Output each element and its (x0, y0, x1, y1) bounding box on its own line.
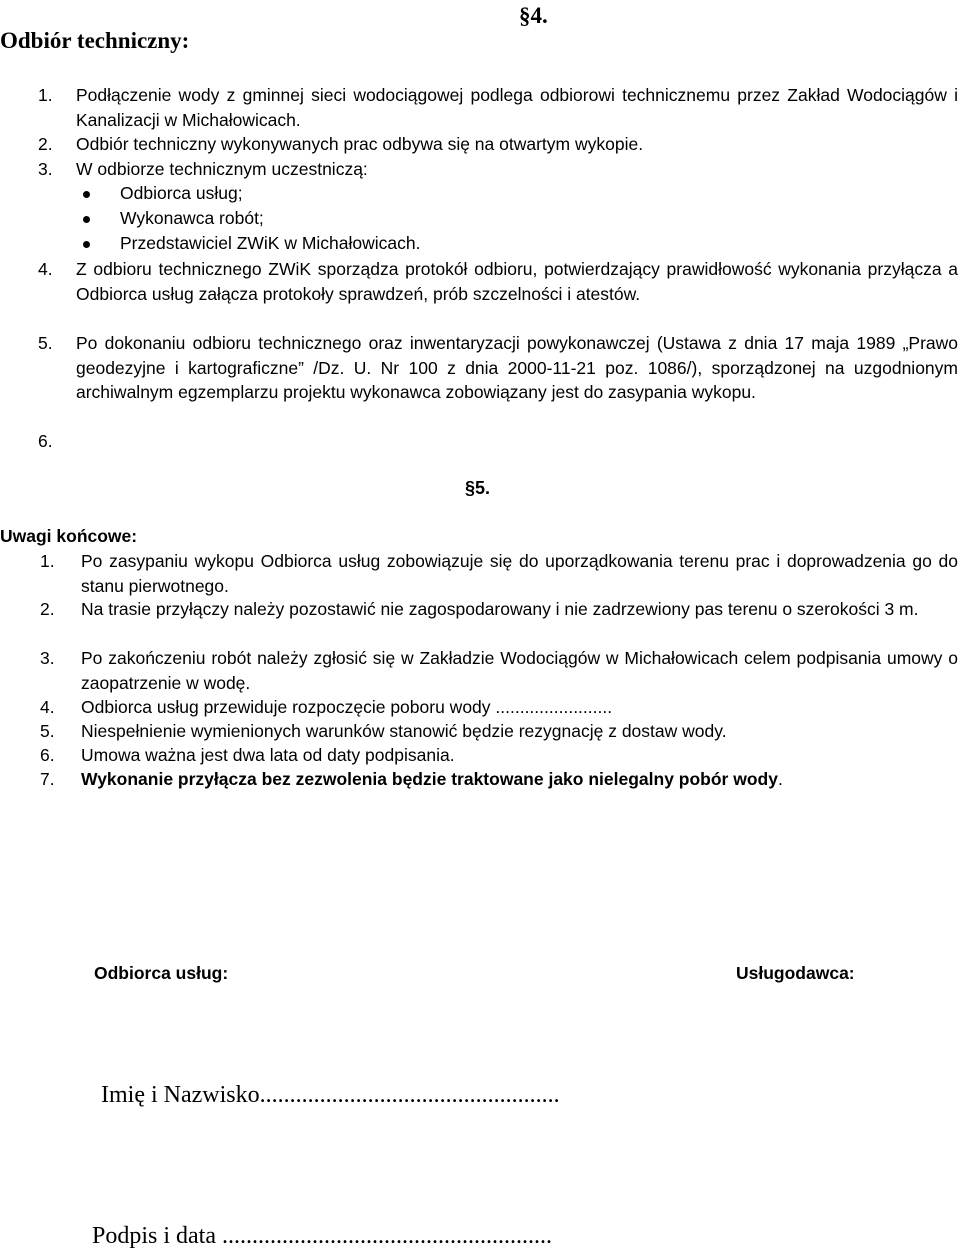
provider-signature-label: Usługodawca: (736, 963, 855, 983)
remark-item-2: 2. Na trasie przyłączy należy pozostawić nie zagospodarowany i nie zadrzewiony pas terenu o szerokości 3 m. (40, 599, 919, 619)
signature-date-field: Podpis i data ....................................................... (92, 1223, 552, 1249)
section4-item-4-text: Z odbioru technicznego ZWiK sporządza protokół odbioru, potwierdzający prawidłowość wykonania przyłącza a Odbiorca usług załącza protokoły sprawdzeń, prób szczelności i atestów. (76, 259, 958, 304)
section4-symbol: §4. (519, 3, 548, 28)
participant-item: Odbiorca usług; (83, 181, 503, 206)
bullet-icon (83, 216, 90, 223)
remark-item-7-text: Wykonanie przyłącza bez zezwolenia będzie traktowane jako nielegalny pobór wody (81, 769, 778, 789)
client-signature-label: Odbiorca usług: (94, 963, 229, 983)
section4-item-3: 3. W odbiorze technicznym uczestniczą: (38, 157, 958, 182)
participant-item: Przedstawiciel ZWiK w Michałowicach. (83, 231, 503, 256)
remark-item-5: 5. Niespełnienie wymienionych warunków stanowić będzie rezygnację z dostaw wody. (40, 721, 727, 741)
section5-symbol: §5. (465, 478, 491, 498)
section5-title: Uwagi końcowe: (0, 526, 138, 546)
section4-item-4: 4. Z odbioru technicznego ZWiK sporządza protokół odbioru, potwierdzający prawidłowość wykonania przyłącza a Odbiorca usług załącza protokoły sprawdzeń, prób szczelności i atestów. (38, 257, 958, 306)
section4-item-5: 5. Po dokonaniu odbioru technicznego oraz inwentaryzacji powykonawczej (Ustawa z dnia 17 maja 1989 „Prawo geodezyjne i kartograficzne” /Dz. U. Nr 100 z dnia 2000-11-21 poz. 1086/), sporządzonej na uzgodnionym archiwalnym egzemplarzu projektu wykonawca zobowiązany jest do zasypania wykopu. (38, 331, 958, 405)
section4-item-1-text: Podłączenie wody z gminnej sieci wodociągowej podlega odbiorowi technicznemu przez Zakład Wodociągów i Kanalizacji w Michałowicach. (76, 85, 958, 130)
section4-item-2-text: Odbiór techniczny wykonywanych prac odbywa się na otwartym wykopie. (76, 134, 644, 154)
bullet-icon (83, 191, 90, 198)
section4-item-2: 2. Odbiór techniczny wykonywanych prac odbywa się na otwartym wykopie. (38, 132, 958, 157)
bullet-icon (83, 241, 90, 248)
participant-item: Wykonawca robót; (83, 206, 503, 231)
remark-item-6: 6. Umowa ważna jest dwa lata od daty podpisania. (40, 745, 455, 765)
remark-item-4: 4. Odbiorca usług przewiduje rozpoczęcie poboru wody ........................ (40, 697, 613, 717)
section4-item-5-text: Po dokonaniu odbioru technicznego oraz inwentaryzacji powykonawczej (Ustawa z dnia 17 maja 1989 „Prawo geodezyjne i kartograficzne” /Dz. U. Nr 100 z dnia 2000-11-21 poz. 1086/), sporządzonej na uzgodnionym archiwalnym egzemplarzu projektu wykonawca zobowiązany jest do zasypania wykopu. (76, 333, 958, 402)
name-field: Imię i Nazwisko.................................................. (101, 1082, 560, 1108)
remark-item-3: 3. Po zakończeniu robót należy zgłosić się w Zakładzie Wodociągów w Michałowicach celem podpisania umowy o zaopatrzenie w wodę. (40, 648, 958, 693)
remark-item-7: 7. Wykonanie przyłącza bez zezwolenia będzie traktowane jako nielegalny pobór wody. (40, 769, 783, 789)
section4-item-1: 1. Podłączenie wody z gminnej sieci wodociągowej podlega odbiorowi technicznemu przez Zakład Wodociągów i Kanalizacji w Michałowicach. (38, 83, 958, 132)
remark-item-1: 1. Po zasypaniu wykopu Odbiorca usług zobowiązuje się do uporządkowania terenu prac i doprowadzenia go do stanu pierwotnego. (40, 551, 958, 596)
section4-title: Odbiór techniczny: (0, 28, 190, 53)
section4-item-3-text: W odbiorze technicznym uczestniczą: (76, 159, 368, 179)
